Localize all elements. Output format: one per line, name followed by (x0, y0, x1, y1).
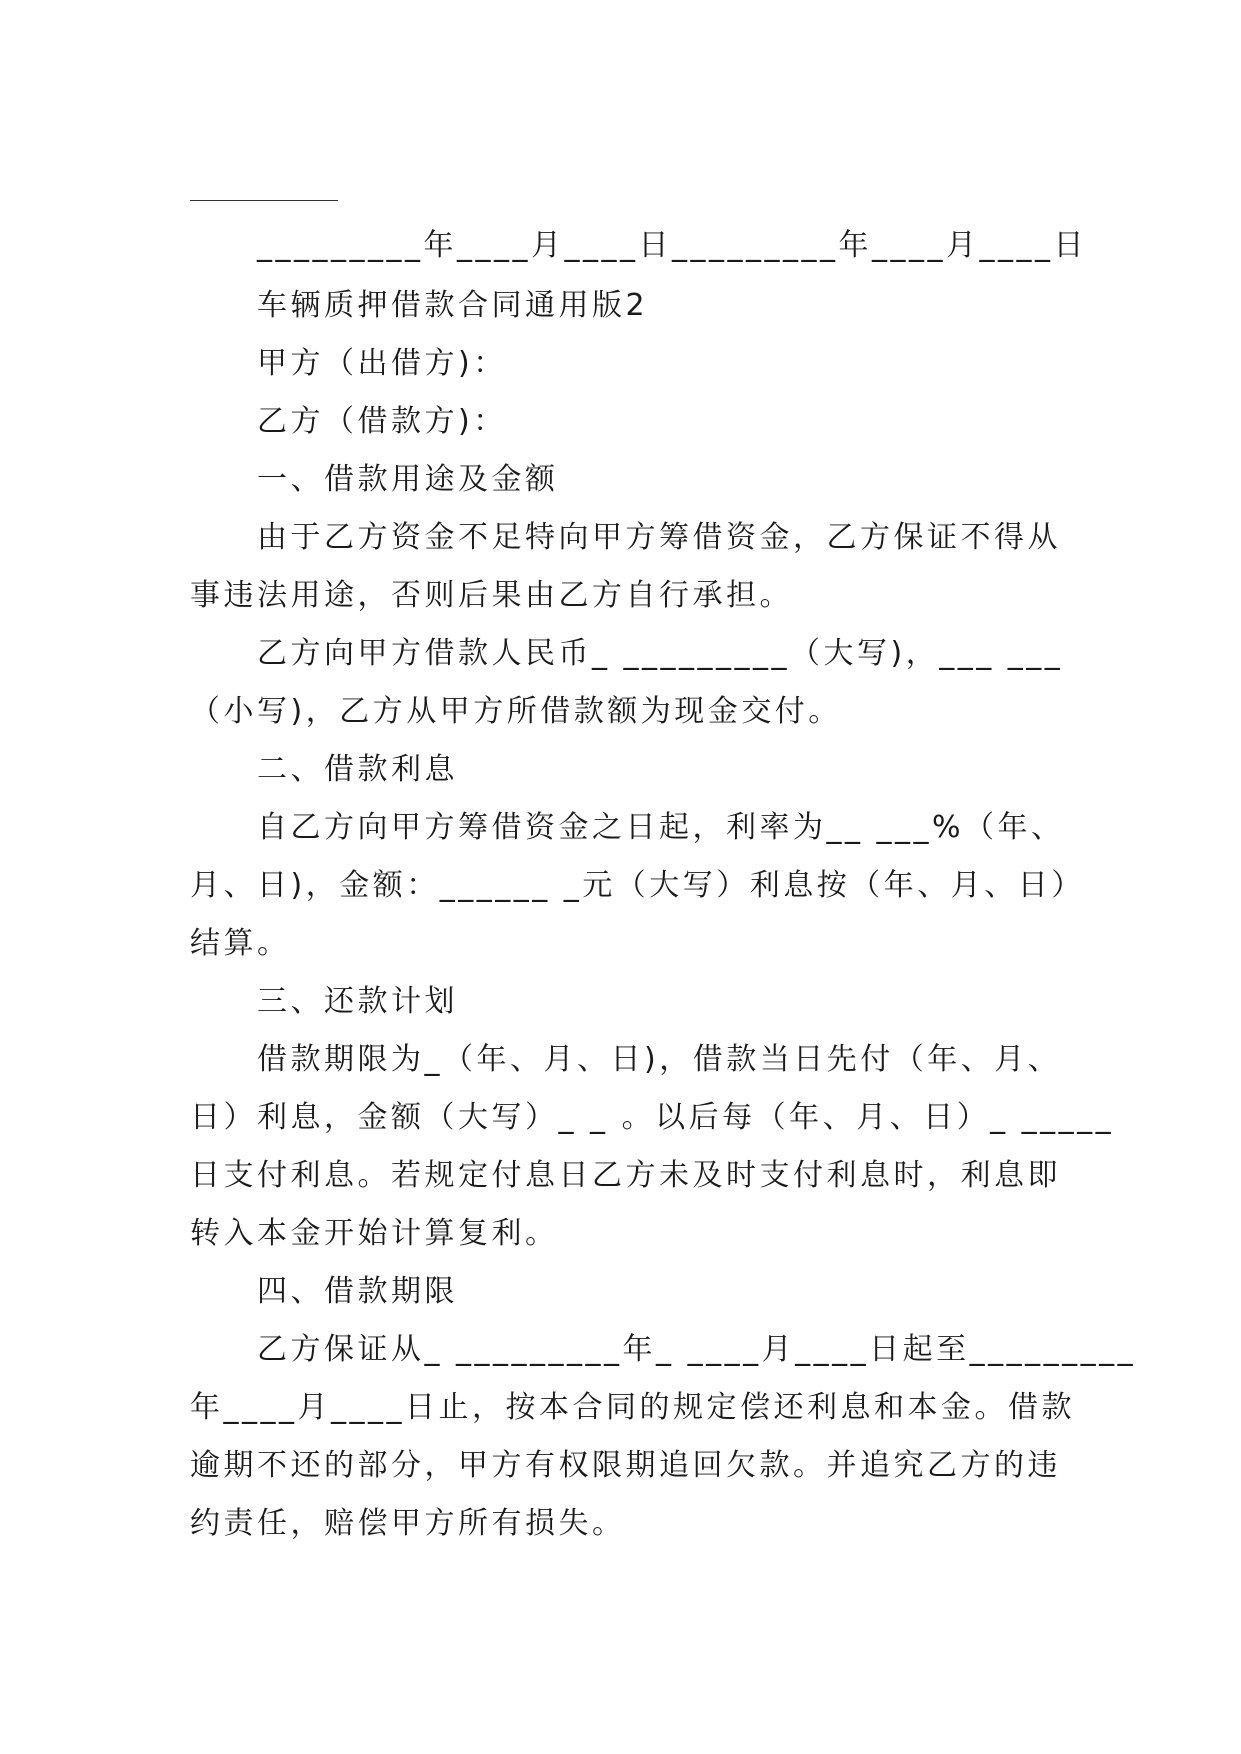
paragraph-line: 结算。 (190, 926, 291, 961)
paragraph-line: 由于乙方资金不足特向甲方筹借资金，乙方保证不得从 (257, 520, 1061, 555)
paragraph-line: 年____月____日止，按本合同的规定偿还利息和本金。借款 (190, 1390, 1075, 1425)
paragraph-line: 日）利息，金额（大写）_ _ 。以后每（年、月、日）_ _____ (190, 1100, 1115, 1135)
section-heading-2: 二、借款利息 (257, 752, 458, 787)
paragraph-line: 借款期限为_（年、月、日)，借款当日先付（年、月、 (257, 1042, 1062, 1077)
paragraph-line: （小写)，乙方从甲方所借款额为现金交付。 (190, 694, 842, 729)
paragraph-line: 乙方向甲方借款人民币_ _________（大写)，___ ___ (257, 636, 1064, 671)
paragraph-line: 约责任，赔偿甲方所有损失。 (190, 1506, 626, 1541)
party-a-label: 甲方（出借方)： (257, 346, 507, 381)
paragraph-line: 转入本金开始计算复利。 (190, 1216, 559, 1251)
top-blank-rule (190, 200, 338, 201)
paragraph-line: 自乙方向甲方筹借资金之日起，利率为__ ___%（年、 (257, 810, 1065, 845)
section-heading-4: 四、借款期限 (257, 1274, 458, 1309)
party-b-label: 乙方（借款方)： (257, 404, 507, 439)
paragraph-line: 月、日)，金额：______ _元（大写）利息按（年、月、日） (190, 868, 1085, 903)
paragraph-line: 逾期不还的部分，甲方有权限期追回欠款。并追究乙方的违 (190, 1448, 1061, 1483)
date-blanks-line: _________年____月____日_________年____月____日 (257, 228, 1087, 263)
section-heading-3: 三、还款计划 (257, 984, 458, 1019)
paragraph-line: 乙方保证从_ _________年_ ____月____日起至_________ (257, 1332, 1137, 1367)
section-heading-1: 一、借款用途及金额 (257, 462, 559, 497)
paragraph-line: 事违法用途，否则后果由乙方自行承担。 (190, 578, 793, 613)
contract-title: 车辆质押借款合同通用版2 (257, 288, 649, 323)
paragraph-line: 日支付利息。若规定付息日乙方未及时支付利息时，利息即 (190, 1158, 1061, 1193)
